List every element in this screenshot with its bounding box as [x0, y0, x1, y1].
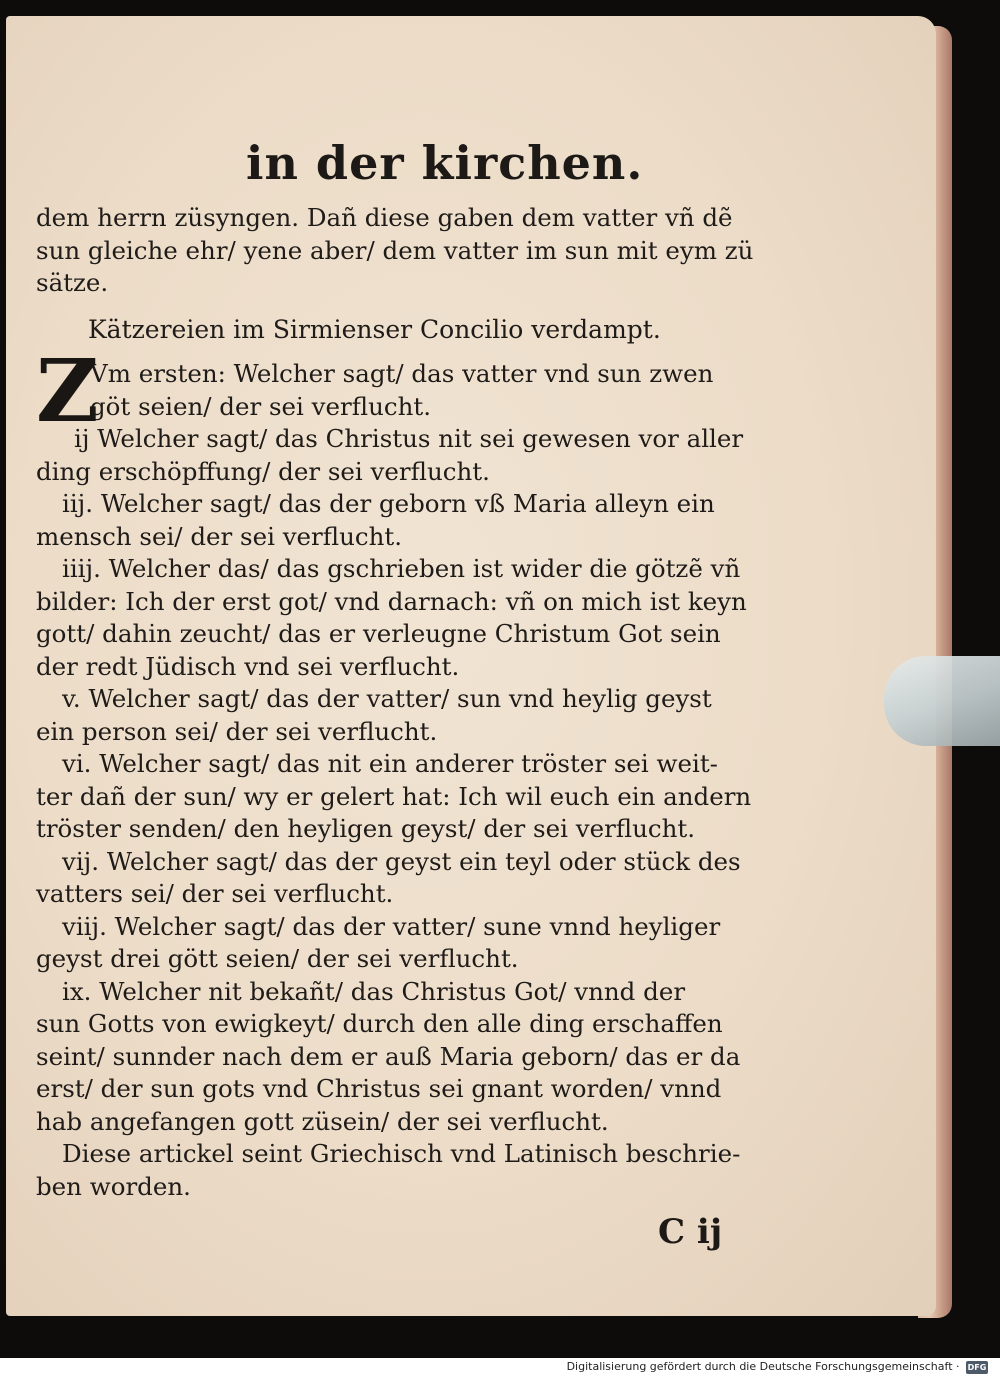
text-line: iiij. Welcher das/ das gschrieben ist wider die götzẽ vñ — [62, 554, 741, 583]
text-line: mensch sei/ der sei verflucht. — [36, 521, 403, 551]
text-line: ix. Welcher nit bekañt/ das Christus Got/ vnnd der — [62, 976, 686, 1006]
dfg-logo: DFG — [967, 1362, 987, 1372]
text-line: ij Welcher sagt/ das Christus nit sei gewesen vor aller — [74, 424, 744, 453]
text-line: hab angefangen gott züsein/ der sei verflucht. — [36, 1106, 609, 1136]
text-line: v. Welcher sagt/ das der vatter/ sun vnd heylig geyst — [62, 684, 712, 713]
text-line: sun Gotts von ewigkeyt/ durch den alle ding erschaffen — [36, 1009, 723, 1038]
text-line: viij. Welcher sagt/ das der vatter/ sune vnnd heyliger — [62, 911, 721, 941]
text-line: vi. Welcher sagt/ das nit ein anderer tröster sei weit- — [62, 749, 718, 778]
page-clip — [884, 656, 1000, 746]
drop-cap-initial: Z — [36, 341, 99, 442]
text-line: vij. Welcher sagt/ das der geyst ein teyl oder stück des — [62, 846, 741, 876]
text-line: ter dañ der sun/ wy er gelert hat: Ich wil euch ein andern — [36, 781, 752, 811]
text-line: dem herrn züsyngen. Dañ diese gaben dem vatter vñ dẽ — [36, 203, 733, 232]
text-line: sun gleiche ehr/ yene aber/ dem vatter im sun mit eym zü — [36, 235, 754, 265]
text-line: gott/ dahin zeucht/ das er verleugne Christum Got sein — [36, 619, 721, 648]
text-line: ding erschöpffung/ der sei verflucht. — [36, 456, 490, 486]
running-head: in der kirchen. — [246, 136, 644, 190]
text-line: erst/ der sun gots vnd Christus sei gnant worden/ vnnd — [36, 1074, 722, 1103]
text-line: sätze. — [36, 268, 109, 297]
text-line: Vm ersten: Welcher sagt/ das vatter vnd sun zwen — [90, 359, 714, 388]
text-line: bilder: Ich der erst got/ vnd darnach: vñ on mich ist keyn — [36, 586, 747, 616]
section-heading: Kätzereien im Sirmienser Concilio verdampt. — [88, 314, 661, 344]
main-text — [36, 202, 766, 1203]
text-line: geyst drei gött seien/ der sei verflucht. — [36, 944, 519, 973]
footer-credit-text: Digitalisierung gefördert durch die Deutsche Forschungsgemeinschaft · — [566, 1360, 960, 1373]
text-line: tröster senden/ den heyligen geyst/ der sei verflucht. — [36, 814, 696, 843]
text-line: iij. Welcher sagt/ das der geborn vß Maria alleyn ein — [62, 489, 715, 518]
text-line: der redt Jüdisch vnd sei verflucht. — [36, 651, 460, 681]
text-line: ben worden. — [36, 1171, 191, 1201]
book-page — [6, 16, 936, 1316]
text-line: ein person sei/ der sei verflucht. — [36, 716, 438, 746]
text-line: vatters sei/ der sei verflucht. — [36, 879, 394, 908]
text-line: seint/ sunnder nach dem er auß Maria geborn/ das er da — [36, 1041, 741, 1071]
signature-mark: C ij — [658, 1212, 723, 1252]
text-line: göt seien/ der sei verflucht. — [90, 391, 431, 421]
footer-credit — [567, 1360, 988, 1374]
text-line: Diese artickel seint Griechisch vnd Latinisch beschrie- — [62, 1139, 741, 1168]
